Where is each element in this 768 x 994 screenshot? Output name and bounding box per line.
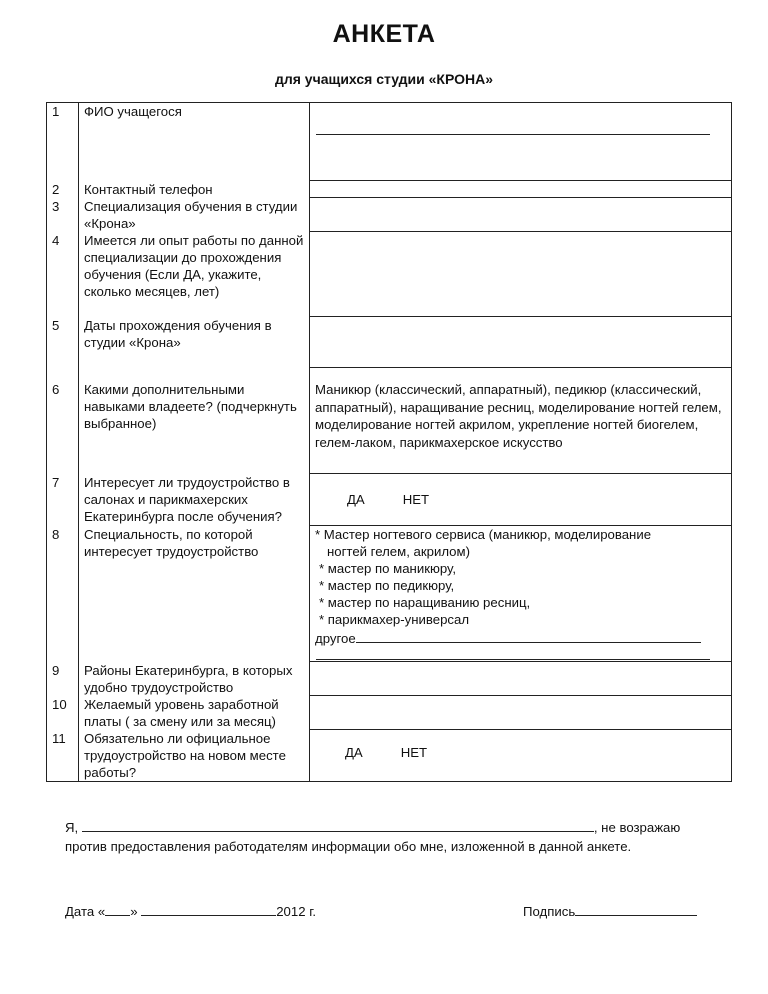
signature-field [523, 902, 697, 920]
row-number: 6 [47, 368, 79, 474]
table-row [47, 232, 732, 317]
month-input-line[interactable] [141, 902, 276, 916]
specialty-option[interactable]: ногтей гелем, акрилом) [327, 544, 470, 559]
table-row [47, 198, 732, 232]
question-text: Даты прохождения обучения в студии «Крона» [79, 317, 310, 368]
document-subtitle: для учащихся студии «КРОНА» [274, 71, 494, 87]
document-title: АНКЕТА [332, 20, 436, 48]
other-input-line[interactable] [356, 628, 701, 643]
specialization-answer-field[interactable] [310, 198, 732, 232]
no-option[interactable]: НЕТ [402, 492, 430, 507]
row-number: 1 [47, 103, 79, 181]
fio-underline [316, 133, 710, 135]
row-number: 5 [47, 317, 79, 368]
row-number: 4 [47, 232, 79, 317]
fio-answer-field[interactable] [310, 103, 732, 181]
question-text: Контактный телефон [79, 181, 310, 198]
question-text: Районы Екатеринбурга, в которых удобно трудоустройство [79, 662, 310, 696]
question-text: Специализация обучения в студии «Крона» [79, 198, 310, 232]
dates-answer-field[interactable] [310, 317, 732, 368]
consent-prefix: Я, [65, 820, 79, 835]
other-row [315, 628, 726, 647]
question-text: Интересует ли трудоустройство в салонах и парикмахерских Екатеринбурга после обучения? [79, 474, 310, 526]
specialty-option[interactable]: * мастер по педикюру, [319, 578, 455, 593]
consent-line-1 [65, 818, 680, 836]
experience-answer-field[interactable] [310, 232, 732, 317]
consent-suffix: , не возражаю [593, 820, 681, 835]
phone-answer-field[interactable] [310, 181, 732, 198]
signature-label: Подпись [523, 904, 576, 919]
row-number: 3 [47, 198, 79, 232]
specialty-option[interactable]: * мастер по наращиванию ресниц, [319, 595, 531, 610]
row-number: 11 [47, 730, 79, 782]
specialty-option[interactable]: * мастер по маникюру, [319, 561, 456, 576]
yes-option[interactable]: ДА [345, 745, 363, 760]
table-row [47, 526, 732, 662]
question-text: Специальность, по которой интересует трудоустройство [79, 526, 310, 662]
table-row [47, 368, 732, 474]
question-text: Желаемый уровень заработной платы ( за смену или за месяц) [79, 696, 310, 730]
question-text: ФИО учащегося [79, 103, 310, 181]
questionnaire-table [46, 102, 732, 782]
table-row [47, 317, 732, 368]
year-label: 2012 г. [276, 904, 317, 919]
no-option[interactable]: НЕТ [400, 745, 428, 760]
signature-input-line[interactable] [575, 902, 697, 916]
row-number: 8 [47, 526, 79, 662]
row-number: 10 [47, 696, 79, 730]
date-label: Дата « [65, 904, 106, 919]
row-number: 2 [47, 181, 79, 198]
day-input-line[interactable] [105, 902, 130, 916]
other-second-line[interactable] [316, 658, 710, 660]
table-row [47, 696, 732, 730]
name-input-line[interactable] [82, 818, 594, 832]
table-row [47, 730, 732, 782]
question-text: Обязательно ли официальное трудоустройство на новом месте работы? [79, 730, 310, 782]
specialty-option[interactable]: * парикмахер-универсал [319, 612, 470, 627]
salary-answer-field[interactable] [310, 696, 732, 730]
other-label: другое [315, 631, 356, 646]
table-row [47, 181, 732, 198]
table-row [47, 662, 732, 696]
question-text: Имеется ли опыт работы по данной специализации до прохождения обучения (Если ДА, укажите, сколько месяцев, лет) [79, 232, 310, 317]
specialty-option[interactable]: * Мастер ногтевого сервиса (маникюр, моделирование [315, 527, 652, 542]
consent-line-2: против предоставления работодателям информации обо мне, изложенной в данной анкете. [65, 839, 632, 854]
row-number: 9 [47, 662, 79, 696]
row-number: 7 [47, 474, 79, 526]
yes-option[interactable]: ДА [347, 492, 365, 507]
date-mid: » [130, 904, 138, 919]
table-row [47, 103, 732, 181]
table-row [47, 474, 732, 526]
districts-answer-field[interactable] [310, 662, 732, 696]
skills-answer[interactable]: Маникюр (классический, аппаратный), педикюр (классический, аппаратный), наращивание ресниц, моделирование ногтей гелем, моделирование ногтей акрилом, укрепление ногтей биогелем, гелем-лаком, парикмахерское искусство [310, 368, 732, 474]
question-text: Какими дополнительными навыками владеете? (подчеркнуть выбранное) [79, 368, 310, 474]
date-field [65, 902, 316, 920]
